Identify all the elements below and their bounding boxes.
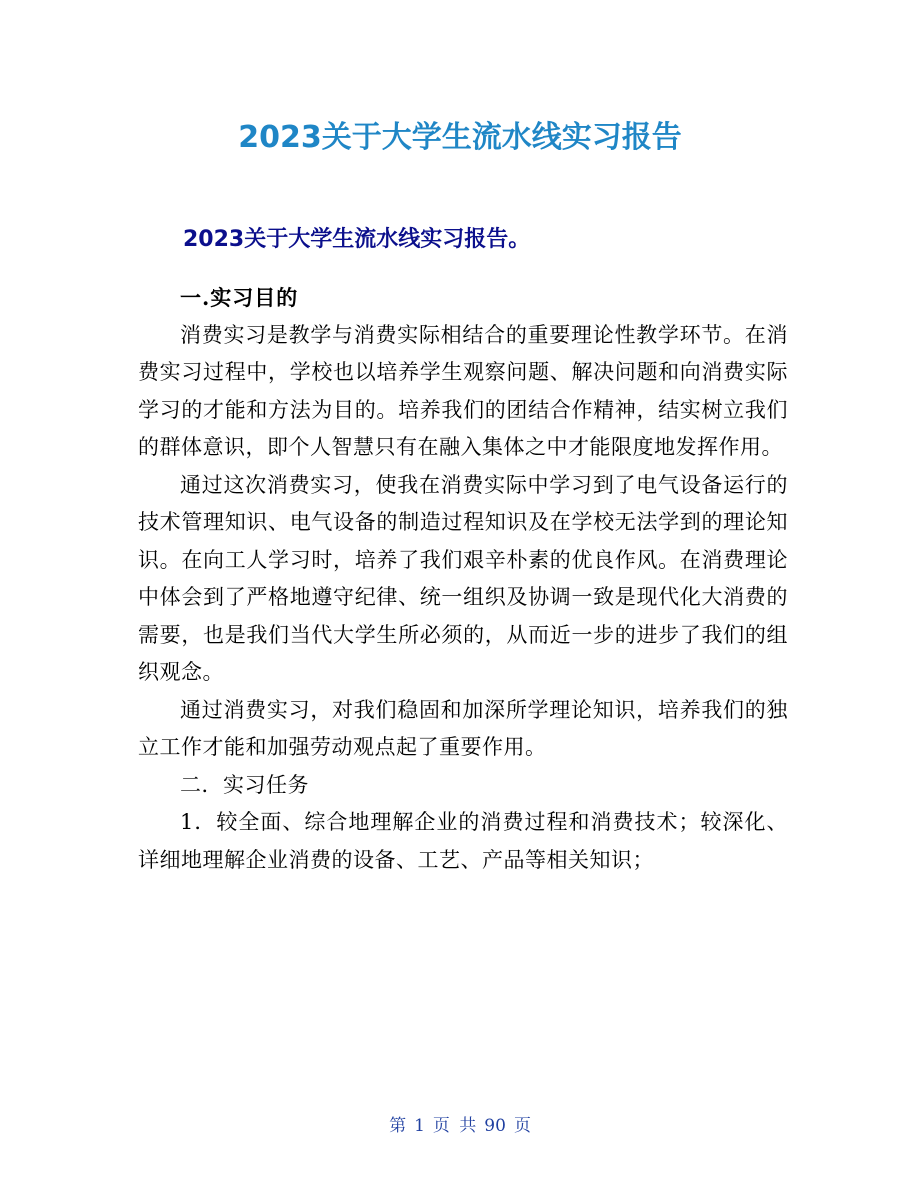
section-heading-purpose: 一.实习目的 bbox=[180, 285, 299, 310]
paragraph-purpose: 消费实习是教学与消费实际相结合的重要理论性教学环节。在消费实习过程中，学校也以培养学生观察问题、解决问题和向消费实际学习的才能和方法为目的。培养我们的团结合作精神，结实树立我们的群体意识，即个人智慧只有在融入集体之中才能限度地发挥作用。 bbox=[138, 322, 788, 459]
document-body bbox=[138, 279, 788, 879]
document-subtitle: 2023关于大学生流水线实习报告。 bbox=[183, 227, 531, 252]
page-footer bbox=[0, 1112, 920, 1140]
document-title: 2023关于大学生流水线实习报告 bbox=[238, 120, 682, 155]
footer-prefix: 第 bbox=[389, 1116, 407, 1136]
page-total: 90 bbox=[484, 1116, 506, 1136]
paragraph-task-1: 1．较全面、综合地理解企业的消费过程和消费技术；较深化、详细地理解企业消费的设备、工艺、产品等相关知识； bbox=[138, 810, 788, 872]
paragraph-effect: 通过消费实习，对我们稳固和加深所学理论知识，培养我们的独立工作才能和加强劳动观点起了重要作用。 bbox=[138, 697, 788, 759]
section-heading-tasks: 二．实习任务 bbox=[180, 772, 309, 797]
paragraph-experience: 通过这次消费实习，使我在消费实际中学习到了电气设备运行的技术管理知识、电气设备的制造过程知识及在学校无法学到的理论知识。在向工人学习时，培养了我们艰辛朴素的优良作风。在消费理论中体会到了严格地遵守纪律、统一组织及协调一致是现代化大消费的需要，也是我们当代大学生所必须的，从而近一步的进步了我们的组织观念。 bbox=[138, 472, 788, 684]
footer-suffix: 页 bbox=[513, 1116, 531, 1136]
page-number: 1 bbox=[414, 1116, 425, 1136]
footer-mid: 页 共 bbox=[432, 1116, 477, 1136]
